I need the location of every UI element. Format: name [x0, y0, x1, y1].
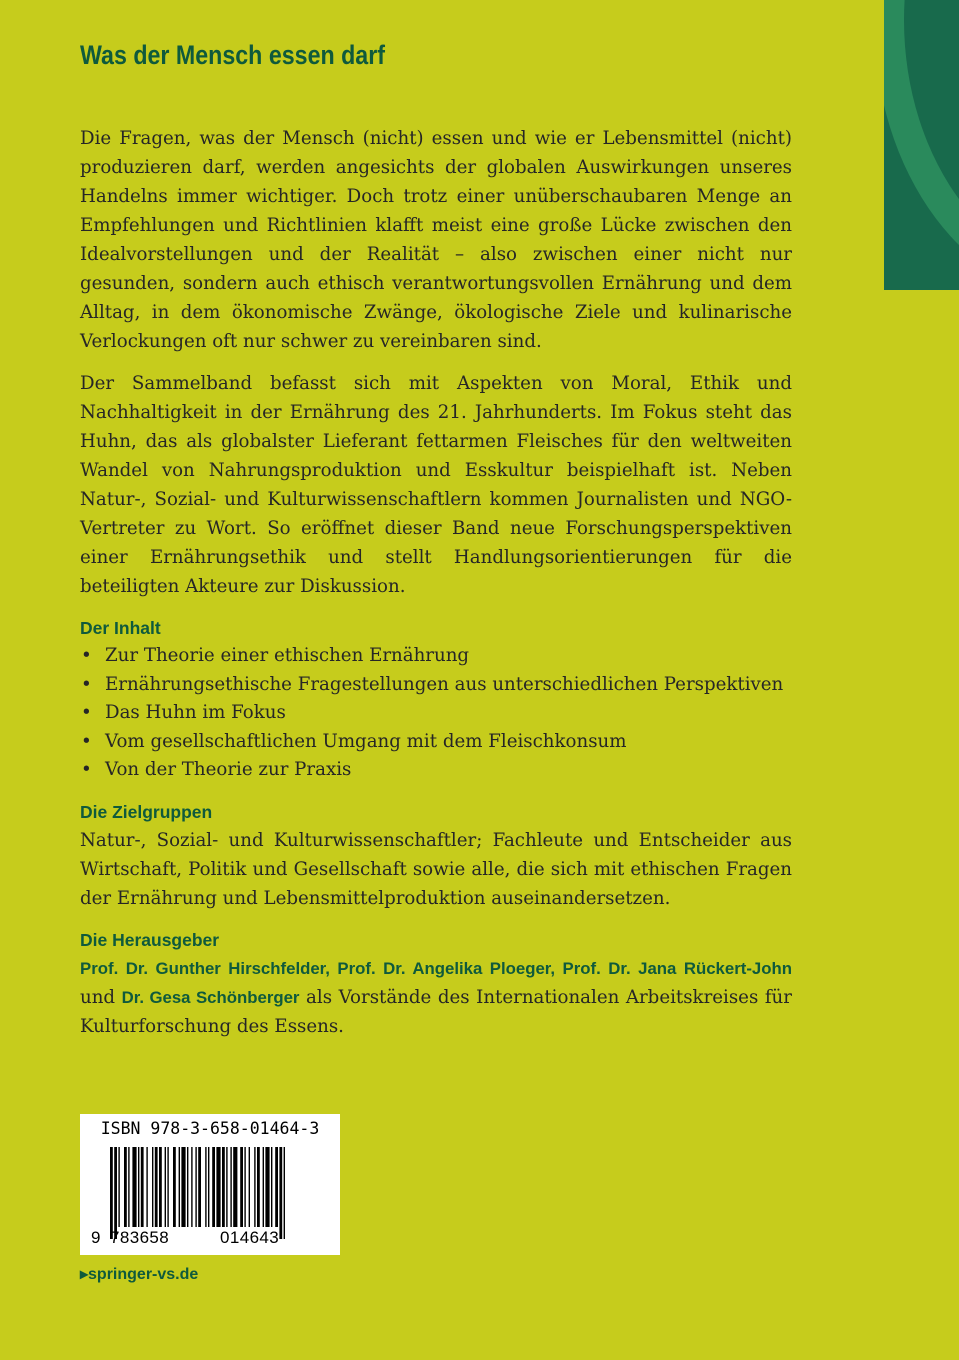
contents-item: [80, 756, 792, 785]
editors-description: als Vorstände des Internationalen Arbeitskreises für Kulturforschung des Essens.: [80, 986, 792, 1037]
isbn-label: ISBN 978-3-658-01464-3: [100, 1119, 320, 1138]
publisher-website[interactable]: ▸springer-vs.de: [80, 1266, 199, 1283]
barcode-bar: [179, 1147, 180, 1227]
isbn-barcode: [80, 1114, 340, 1255]
barcode-bar: [275, 1147, 278, 1227]
barcode-bar: [222, 1147, 225, 1227]
barcode-bar: [110, 1147, 113, 1239]
barcode-bar: [187, 1147, 188, 1227]
contents-item-text: Das Huhn im Fokus: [105, 702, 286, 724]
barcode-bar: [132, 1147, 136, 1227]
barcode-bar: [265, 1147, 269, 1227]
website-text[interactable]: springer-vs.de: [88, 1266, 199, 1283]
barcode-bar: [155, 1147, 158, 1227]
barcode-digits-right: 014643: [220, 1228, 280, 1247]
barcode-bar: [230, 1147, 231, 1227]
intro-paragraph-1: Die Fragen, was der Mensch (nicht) essen und wie er Lebensmittel (nicht) produzieren darf, werden angesichts der globalen Auswirkungen unseres Handelns immer wichtiger. Doch trotz einer unüberschaubaren Menge an Empfehlungen und Richtlinien klafft meist eine große Lücke zwischen den Idealvorstellungen und der Realität – also zwischen einer nicht nur gesunden, sondern auch ethisch verantwortungsvollen Ernährung und dem Alltag, in dem ökonomische Zwänge, ökologische Ziele und kulinarische Verlockungen oft nur schwer zu vereinbaren sind.: [80, 128, 792, 352]
barcode-bar: [191, 1147, 192, 1227]
barcode-bar: [257, 1147, 260, 1227]
barcode-bar: [205, 1147, 206, 1227]
contents-item-text: Ernährungsethische Fragestellungen aus unterschiedlichen Perspektiven: [105, 673, 784, 695]
back-cover-text: [80, 124, 792, 1054]
contents-item: [80, 671, 792, 700]
barcode-bar: [118, 1147, 119, 1227]
barcode-bar: [233, 1147, 237, 1227]
barcode-bar: [271, 1147, 272, 1227]
barcode-bar: [244, 1147, 245, 1227]
contents-heading: Der Inhalt: [80, 618, 161, 638]
editors-text: [80, 954, 792, 1041]
barcode-bar: [240, 1147, 243, 1227]
bullet-icon: •: [81, 645, 92, 666]
contents-item: [80, 728, 792, 757]
barcode-digit-first: 9: [91, 1228, 101, 1247]
barcode-bar: [146, 1147, 147, 1227]
contents-item-text: Vom gesellschaftlichen Umgang mit dem Fleischkonsum: [105, 730, 627, 752]
book-title: Was der Mensch essen darf: [80, 40, 385, 70]
barcode-bar: [208, 1147, 209, 1227]
barcode-bar: [212, 1147, 215, 1227]
barcode-bar: [124, 1147, 127, 1227]
barcode-bar: [279, 1147, 282, 1239]
barcode-bar: [152, 1147, 153, 1227]
barcode-bar: [165, 1147, 166, 1227]
contents-list: [80, 642, 792, 785]
contents-item-text: Zur Theorie einer ethischen Ernährung: [105, 645, 470, 666]
corner-decoration: [884, 0, 959, 290]
intro-paragraph-2: Der Sammelband befasst sich mit Aspekten von Moral, Ethik und Nachhaltigkeit in der Ernährung des 21. Jahrhunderts. Im Fokus steht das Huhn, das als globalster Lieferant fettarmen Fleisches für den weltweiten Wandel von Nahrungsproduktion und Esskultur beispielhaft ist. Neben Natur-, Sozial- und Kulturwissenschaftlern kommen Journalisten und NGO-Vertreter zu Wort. So eröffnet dieser Band neue Forschungsperspektiven einer Ernährungsethik und stellt Handlungsorientierungen für die beteiligten Akteure zur Diskussion.: [80, 373, 792, 597]
barcode-bar: [159, 1147, 162, 1227]
audience-text: Natur-, Sozial- und Kulturwissenschaftler; Fachleute und Entscheider aus Wirtschaft, Politik und Gesellschaft sowie alle, die sich mit ethischen Fragen der Ernährung und Lebensmittelproduktion auseinandersetzen.: [80, 829, 792, 909]
editor-last: Dr. Gesa Schönberger: [121, 987, 300, 1007]
barcode-bar: [167, 1147, 168, 1227]
barcode-bar: [173, 1147, 176, 1227]
contents-item: [80, 699, 792, 728]
barcode-bar: [138, 1147, 139, 1227]
barcode-bar: [181, 1147, 185, 1227]
editor-names: Prof. Dr. Gunther Hirschfelder, Prof. Dr. Angelika Ploeger, Prof. Dr. Jana Rückert-John: [80, 958, 792, 978]
barcode-bar: [128, 1147, 129, 1227]
barcode-bar: [263, 1147, 264, 1227]
barcode-bar: [141, 1147, 144, 1227]
editors-und: und: [80, 986, 116, 1008]
bullet-icon: •: [81, 702, 92, 724]
editors-heading: Die Herausgeber: [80, 929, 220, 950]
barcode-bar: [226, 1147, 227, 1227]
barcode-bar: [114, 1147, 117, 1239]
bullet-icon: •: [81, 730, 92, 752]
barcode-bar: [198, 1147, 201, 1227]
barcode-bar: [216, 1147, 220, 1227]
barcode-digits-left: 783658: [110, 1228, 170, 1247]
bullet-icon: •: [81, 673, 92, 695]
barcode-bar: [249, 1147, 250, 1227]
barcode-bar: [284, 1147, 285, 1239]
audience-heading: Die Zielgruppen: [80, 801, 213, 822]
barcode-bar: [195, 1147, 196, 1227]
bullet-icon: •: [81, 759, 92, 781]
contents-item-text: Von der Theorie zur Praxis: [105, 759, 352, 781]
contents-item: [80, 642, 792, 671]
barcode-bar: [254, 1147, 255, 1227]
